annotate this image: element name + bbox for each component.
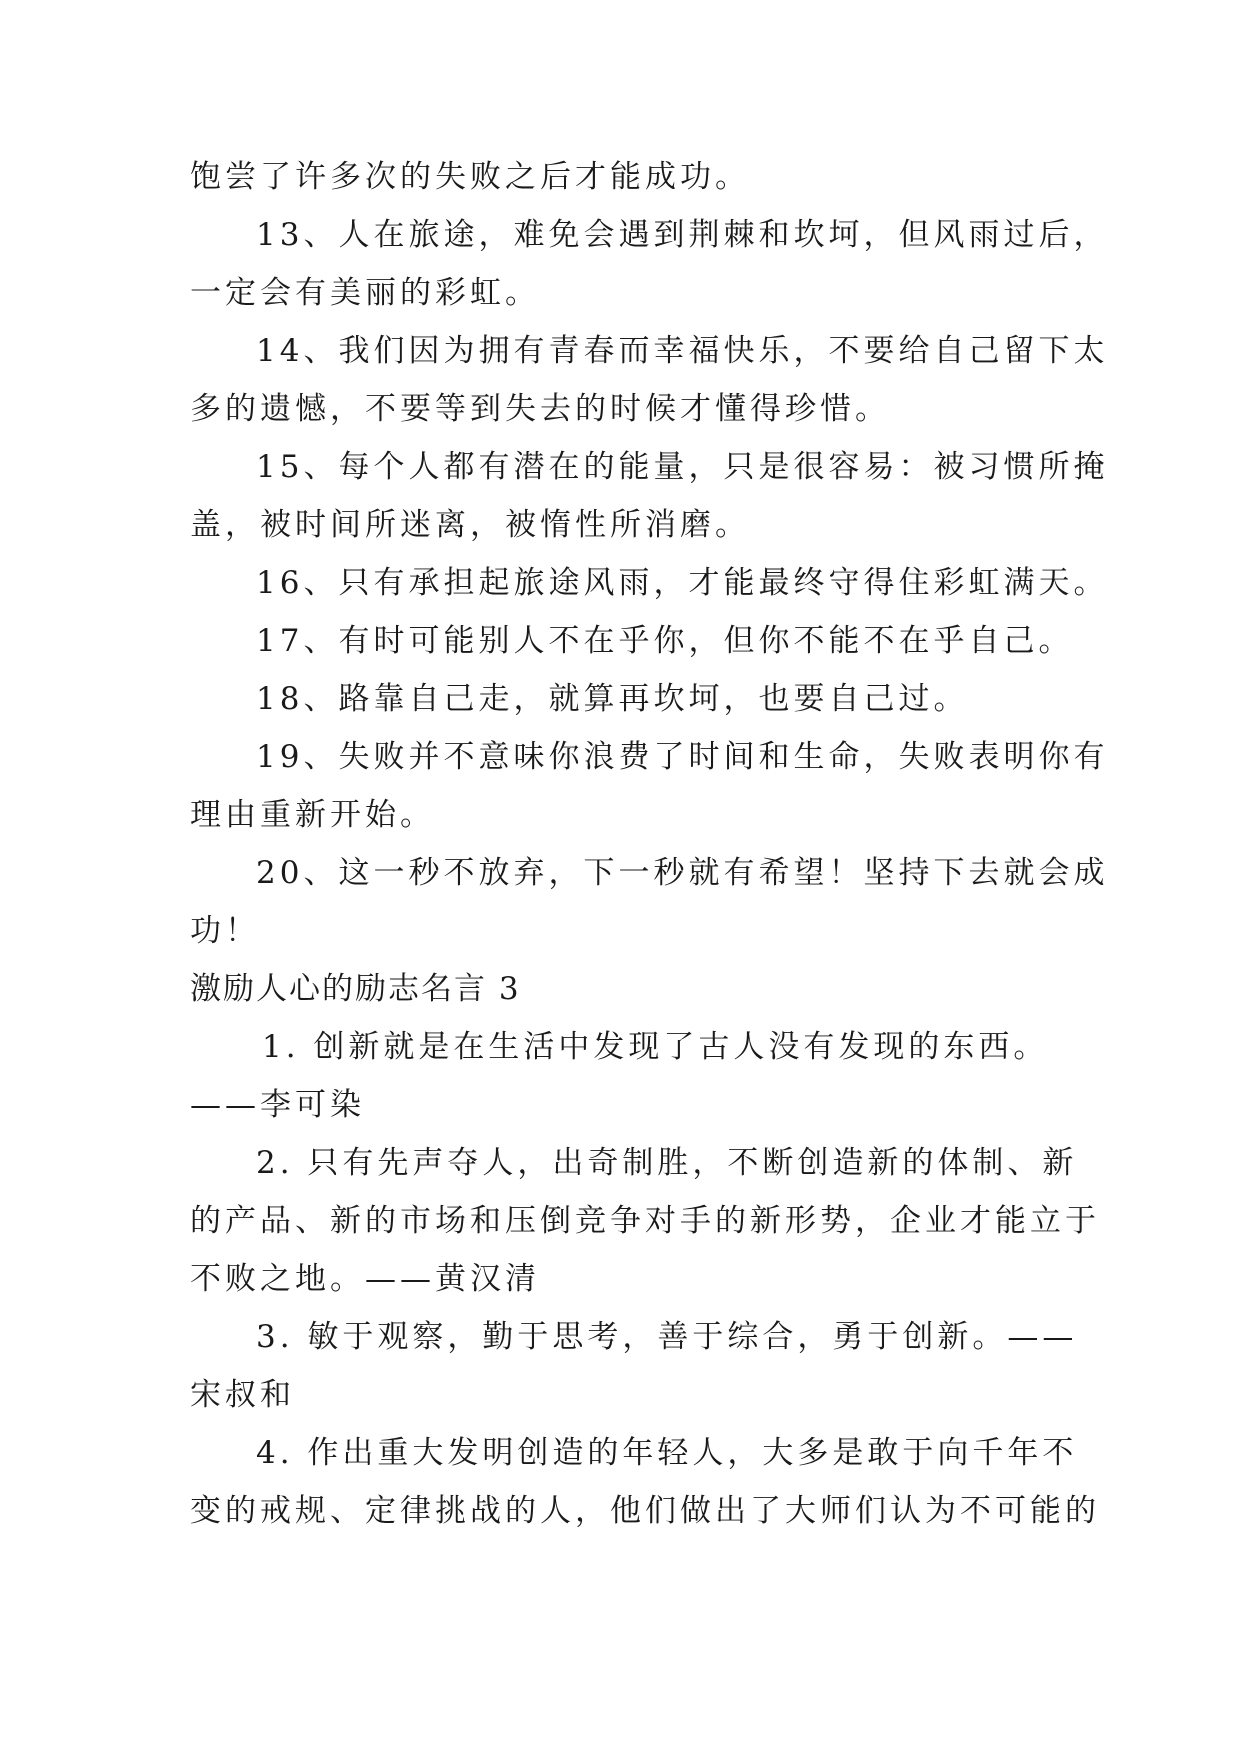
text-line: 14、我们因为拥有青春而幸福快乐，不要给自己留下太 bbox=[256, 333, 1109, 369]
text-line: 不败之地。——黄汉清 bbox=[190, 1261, 540, 1297]
text-line: 3. 敏于观察，勤于思考，善于综合，勇于创新。—— bbox=[256, 1319, 1078, 1355]
text-line: 一定会有美丽的彩虹。 bbox=[190, 275, 540, 311]
text-line: 13、人在旅途，难免会遇到荆棘和坎坷，但风雨过后， bbox=[256, 217, 1109, 253]
text-line: 多的遗憾，不要等到失去的时候才懂得珍惜。 bbox=[190, 391, 890, 427]
text-line: 2. 只有先声夺人，出奇制胜，不断创造新的体制、新 bbox=[256, 1145, 1078, 1181]
text-line: 理由重新开始。 bbox=[190, 797, 435, 833]
document-body bbox=[190, 148, 1109, 1540]
text-line: 变的戒规、定律挑战的人，他们做出了大师们认为不可能的 bbox=[190, 1493, 1100, 1529]
text-line: 16、只有承担起旅途风雨，才能最终守得住彩虹满天。 bbox=[256, 565, 1109, 601]
text-line: 宋叔和 bbox=[190, 1377, 295, 1413]
text-line: 饱尝了许多次的失败之后才能成功。 bbox=[190, 159, 750, 195]
text-line: 20、这一秒不放弃，下一秒就有希望！坚持下去就会成 bbox=[256, 855, 1109, 891]
text-line: 1. 创新就是在生活中发现了古人没有发现的东西。 bbox=[262, 1029, 1049, 1065]
text-line: 的产品、新的市场和压倒竞争对手的新形势，企业才能立于 bbox=[190, 1203, 1100, 1239]
text-line: 4. 作出重大发明创造的年轻人，大多是敢于向千年不 bbox=[256, 1435, 1078, 1471]
text-line: 功！ bbox=[190, 913, 260, 949]
text-line: 19、失败并不意味你浪费了时间和生命，失败表明你有 bbox=[256, 739, 1109, 775]
text-line: 15、每个人都有潜在的能量，只是很容易：被习惯所掩 bbox=[256, 449, 1109, 485]
text-line: 17、有时可能别人不在乎你，但你不能不在乎自己。 bbox=[256, 623, 1074, 659]
text-line: ——李可染 bbox=[190, 1087, 365, 1123]
text-line: 盖，被时间所迷离，被惰性所消磨。 bbox=[190, 507, 750, 543]
section-heading: 激励人心的励志名言 3 bbox=[190, 971, 521, 1007]
text-line: 18、路靠自己走，就算再坎坷，也要自己过。 bbox=[256, 681, 969, 717]
